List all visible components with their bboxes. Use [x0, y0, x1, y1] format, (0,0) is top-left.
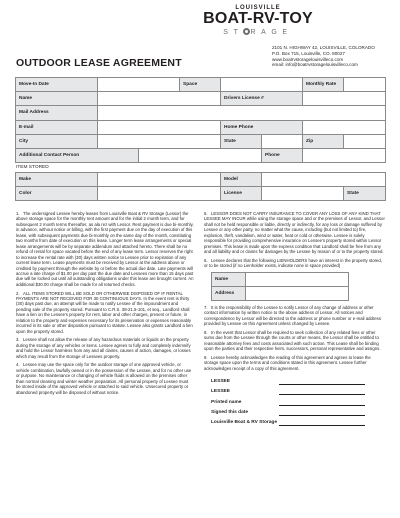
clause-6: 6. Lessee declares that the following LIENHOLDERS have an interest in the property stored, or to be stored (if no Lienholder exists, indicate none in space provided)	[204, 257, 383, 269]
form-row	[16, 173, 386, 187]
monthly-rate-label: Monthly Rate	[303, 78, 344, 92]
clause-7: 7. It is the responsibility of the Lessee to notify Lessor of any change of address or other contact information by written notice to the above address of Lessor. All notices and correspondence by Lessor will be directed to the address or phone number or e-mail address provided by Lessee on this Agreement unless changed by Lessee.	[204, 304, 381, 327]
terms-right-column	[204, 211, 386, 426]
lessee-2-signature-field[interactable]	[279, 385, 365, 395]
form-row	[16, 92, 386, 106]
drivers-license-label: Drivers License #	[221, 92, 303, 106]
item-stored-form	[15, 172, 386, 201]
form-row	[212, 272, 349, 286]
clause-3: 3. Lessee shall not allow the release of any hazardous materials or liquids on the property during the storage of any vehicles or items. Lessee agrees to fully and completely indemnify and hold the Lessor harmless from any and all claims, causes of action, damages, or losses which may result from the storage of Lessees property.	[16, 337, 191, 359]
clause-5: 5. LESSOR DOES NOT CARRY INSURANCE TO COVER ANY LOSS OF ANY KIND THAT LESSEE MAY INCUR while using the storage space and or the premises of Lessor, and Lessor shall not be held responsible or liable, directly or indirectly, for any loss or damage suffered by Lessee or any other party, no matter what the cause, including (but not limited to) fire, explosion, theft, vandalism, wind or water, heat or cold or otherwise. Lessee is solely responsible for providing comprehensive insurance on Lessee's property stored within Lessor premises. This lease is made upon the express condition that Landlord shall be free from any and all liability and or claims for damages by the Lessee by reason of or to the property stored.	[204, 211, 385, 255]
lessor-signature-field[interactable]	[279, 415, 365, 425]
lessee-2-label: LESSEE	[211, 389, 230, 395]
color-label: Color	[16, 187, 98, 201]
additional-contact-label: Additional Contact Person	[16, 148, 139, 162]
address-line: 2101 N. HIGHWAY 42, LOUISVILLE, COLORADO	[272, 45, 375, 50]
form-row	[16, 120, 386, 134]
form-row	[16, 148, 386, 162]
item-stored-heading: ITEM STORED	[16, 165, 49, 170]
email-field[interactable]	[98, 120, 221, 134]
clause-1: 1. The undersigned Lessee hereby leases from Louisville Boat & RV Storage (Lessor) the above storage space for the monthly rent amount and for the initial 2 month term, and for subsequent 2 month terms thereafter, as ala rez with Lessor. Rent payment is due bi-monthly, in advance, without notice or billing, with the first payment due on the day of execution of this lease, with subsequent payments due bi-monthly on the same day of the month, constituting two months from date of execution on this lease. Longer term lease arrangements or special lease arrangements will be by separate addendum and attached hereto. There shall be no refund of rental for space vacated before the end of any lease term. Lessor reserves the right to increase the rental rate with (30) days written notice to Lessee prior to expiration of any current lease term. Lease payments must be received by Lessor at the address above or credited by payment through the website by or before the actual due date. Late payments will accrue a late charge of $1.00 per day past the due date and Lessees more than 15 days past due will be locked out until all outstanding obligations under this lease are brought current. An additional $30.00 charge shall be made for all returned checks.	[16, 211, 194, 287]
mail-address-field[interactable]	[98, 106, 386, 120]
company-address	[272, 45, 375, 68]
state-label: State	[221, 134, 262, 148]
signed-date-field[interactable]	[279, 405, 365, 415]
form-row	[16, 187, 386, 201]
make-field[interactable]	[98, 173, 221, 187]
license-label: License	[221, 187, 262, 201]
additional-contact-field[interactable]	[139, 148, 262, 162]
model-label: Model	[221, 173, 262, 187]
logo-city-text: LOUISVILLE	[235, 5, 281, 11]
lienholder-name-field[interactable]	[246, 272, 349, 286]
vehicle-state-label: State	[344, 187, 386, 201]
space-field[interactable]	[221, 78, 303, 92]
home-phone-field[interactable]	[303, 120, 386, 134]
form-row	[16, 106, 386, 120]
lessee-1-label: LESSEE	[211, 379, 230, 385]
lienholder-form	[211, 272, 349, 301]
move-in-date-field[interactable]	[98, 78, 180, 92]
website-line[interactable]: www.boatrvstoragelouisvilleco.com	[272, 56, 344, 62]
email-line[interactable]: email: info@boatrvstoragelouisvilleco.com	[272, 62, 358, 68]
zip-label: Zip	[303, 134, 344, 148]
phone-label: Phone	[262, 148, 303, 162]
phone-field[interactable]	[303, 148, 386, 162]
license-field[interactable]	[262, 187, 344, 201]
name-field[interactable]	[98, 92, 221, 106]
clause-9: 9. Lessee hereby acknowledges the reading of this agreement and agrees to lease the storage space upon the terms and conditions stated in this agreement. Lessee further acknowledges receipt of a copy of this agreement.	[204, 354, 371, 371]
lienholder-address-label: Address	[212, 286, 246, 300]
printed-name-field[interactable]	[279, 395, 365, 405]
move-in-date-label: Move-In Date	[16, 78, 98, 92]
form-row	[16, 78, 386, 92]
signature-row	[211, 405, 365, 415]
space-label: Space	[180, 78, 221, 92]
terms-left-column	[16, 211, 194, 398]
zip-field[interactable]	[344, 134, 386, 148]
signature-row	[211, 385, 365, 395]
lessee-info-form	[15, 77, 386, 163]
clause-4: 4. Lessee may use the space only for the outdoor storage of one approved vehicle, or vehicle combination, lawfully owned or in the possession of the Lessee, and for no other use or purpose. No maintenance or changing of vehicle fluids is allowed on the premises other than normal cleaning and winter weather preparation. All personal property of Lessee must be stored inside of the approved vehicle or attached to said vehicle. Unsecured property or abandoned property will be disposed of without notice.	[16, 362, 192, 395]
form-row	[212, 286, 349, 300]
lessee-1-signature-field[interactable]	[279, 374, 365, 384]
monthly-rate-field[interactable]	[344, 78, 386, 92]
form-row	[16, 134, 386, 148]
signature-row	[211, 415, 365, 425]
lienholder-address-field[interactable]	[246, 286, 349, 300]
signature-block	[211, 374, 365, 425]
page-title: OUTDOOR LEASE AGREEMENT	[16, 57, 182, 69]
color-field[interactable]	[98, 187, 221, 201]
address-line: P.O. Box 715, Louisville, CO. 80027	[272, 50, 345, 56]
signature-row	[211, 374, 365, 384]
email-label: E-mail	[16, 120, 98, 134]
lessor-label: Louisville Boat & RV Storage	[211, 419, 278, 425]
model-field[interactable]	[262, 173, 386, 187]
state-field[interactable]	[262, 134, 303, 148]
mail-address-label: Mail Address	[16, 106, 98, 120]
drivers-license-field[interactable]	[303, 92, 386, 106]
city-label: City	[16, 134, 98, 148]
city-field[interactable]	[98, 134, 221, 148]
signature-row	[211, 395, 365, 405]
clause-8: 8. In the event that Lessor shall be required to seek collection of any related fees or other sums due from the Lessee through the courts or other means, the Lessor shall be entitled to reasonable attorney fees and costs associated with such action. This Lease shall be binding upon the parties and their respective heirs, successors, personal representative and assigns.	[204, 329, 381, 352]
make-label: Make	[16, 173, 98, 187]
name-label: Name	[16, 92, 98, 106]
logo-storage-text: ST RAGE	[223, 29, 293, 36]
lienholder-name-label: Name	[212, 272, 246, 286]
logo-brand-text: BOAT-RV-TOY	[203, 10, 313, 27]
company-logo	[198, 5, 318, 37]
printed-name-label: Printed name	[211, 399, 242, 405]
clause-2: 2. ALL ITEMS STORED WILL BE SOLD OR OTHERWISE DISPOSED OF IF RENTAL PAYMENTS ARE NOT RECEIVED FOR 30 CONTINUOUS DAYS. In the event rent is thirty (30) days past due, an attempt will be made to notify Lessee of the impoundment and pending sale of the property stored. Pursuant to C.R.S. 38-21.5-101, et seq., Landlord shall have a lien on the Lessee's property for rent, labor and other charges, present or future, in relation to the property and expenses necessary for its preservation or expenses reasonably incurred in its sale or other disposition pursuant to statute. Lessee also grants Landlord a lien upon the property stored.	[16, 290, 193, 334]
home-phone-label: Home Phone	[221, 120, 303, 134]
signed-date-label: Signed this date	[211, 409, 249, 415]
